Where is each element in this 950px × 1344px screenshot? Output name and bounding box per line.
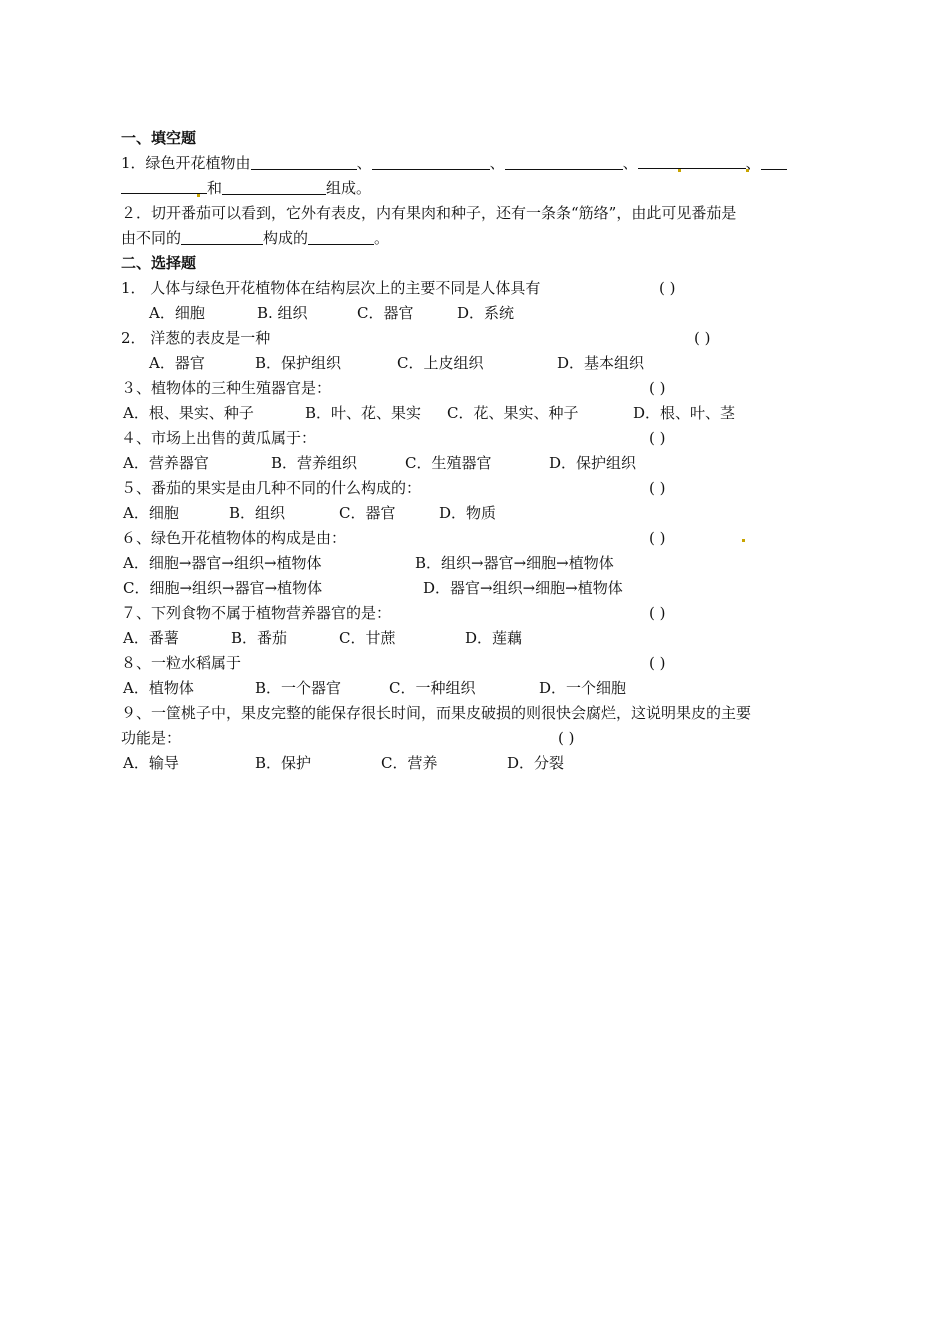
answer-paren[interactable]: ( )	[649, 604, 666, 622]
question-stem: ６、绿色开花植物体的构成是由：	[121, 529, 347, 547]
section2-title: 二、选择题	[121, 254, 197, 272]
fill-q1-line2	[121, 176, 841, 201]
option-d[interactable]: D．系统	[457, 304, 515, 322]
answer-blank[interactable]	[251, 154, 357, 170]
answer-paren[interactable]: ( )	[694, 329, 711, 347]
mc-options-2	[121, 351, 841, 376]
answer-paren[interactable]: ( )	[649, 479, 666, 497]
separator: 、	[745, 154, 761, 172]
separator: 、	[356, 154, 372, 172]
option-b[interactable]: B．番茄	[231, 629, 288, 647]
separator: 、	[622, 154, 638, 172]
option-a[interactable]: A．番薯	[123, 629, 179, 647]
mc-question-6	[121, 526, 841, 551]
option-c[interactable]: C．细胞→组织→器官→植物体	[123, 579, 323, 597]
fill-q1-tail: 组成。	[326, 179, 372, 197]
mc-options-6a	[121, 551, 841, 576]
answer-paren[interactable]: ( )	[649, 654, 666, 672]
option-d[interactable]: D．物质	[439, 504, 497, 522]
answer-blank[interactable]	[761, 154, 787, 170]
mc-options-7	[121, 626, 841, 651]
option-d[interactable]: D．一个细胞	[539, 679, 627, 697]
mc-question-2	[121, 326, 841, 351]
question-stem: ３、植物体的三种生殖器官是：	[121, 379, 332, 397]
mc-options-1	[121, 301, 841, 326]
mc-options-5	[121, 501, 841, 526]
option-a[interactable]: A．细胞→器官→组织→植物体	[123, 554, 322, 572]
question-stem: 2． 洋葱的表皮是一种	[121, 329, 271, 347]
answer-paren[interactable]: ( )	[558, 729, 575, 747]
answer-blank[interactable]	[308, 229, 374, 245]
option-a[interactable]: A．输导	[123, 754, 179, 772]
option-d[interactable]: D．莲藕	[465, 629, 523, 647]
option-a[interactable]: A．器官	[149, 354, 205, 372]
option-c[interactable]: C．一种组织	[389, 679, 476, 697]
fill-q1-line1	[121, 151, 841, 176]
mc-question-3	[121, 376, 841, 401]
option-c[interactable]: C．器官	[339, 504, 396, 522]
fill-q2-line1: ２．切开番茄可以看到，它外有表皮，内有果肉和种子，还有一条条“筋络”，由此可见番茄是	[121, 204, 737, 222]
marker-dot-icon	[678, 169, 681, 172]
option-d[interactable]: D．分裂	[507, 754, 565, 772]
option-a[interactable]: A．细胞	[123, 504, 179, 522]
separator: 、	[489, 154, 505, 172]
option-c[interactable]: C．生殖器官	[405, 454, 492, 472]
answer-paren[interactable]: ( )	[659, 279, 676, 297]
answer-blank[interactable]	[181, 229, 263, 245]
option-d[interactable]: D．根、叶、茎	[633, 404, 736, 422]
answer-blank[interactable]	[372, 154, 490, 170]
question-stem-cont: 功能是：	[121, 729, 182, 747]
answer-blank[interactable]	[222, 179, 326, 195]
option-b[interactable]: B．组织	[229, 504, 286, 522]
question-stem: ４、市场上出售的黄瓜属于：	[121, 429, 317, 447]
worksheet	[121, 126, 841, 776]
option-c[interactable]: C．甘蔗	[339, 629, 396, 647]
mc-options-9	[121, 751, 841, 776]
answer-paren[interactable]: ( )	[649, 379, 666, 397]
question-stem: ８、一粒水稻属于	[121, 654, 242, 672]
option-b[interactable]: B. 组织	[257, 304, 308, 322]
mc-question-1	[121, 276, 841, 301]
option-b[interactable]: B．保护组织	[255, 354, 342, 372]
option-c[interactable]: C．花、果实、种子	[447, 404, 579, 422]
fill-q2-line2	[121, 226, 841, 251]
question-stem: ９、一筐桃子中，果皮完整的能保存很长时间，而果皮破损的则很快会腐烂，这说明果皮的主要	[121, 704, 752, 722]
fill-q1-lead: 绿色开花植物由	[145, 154, 251, 172]
mc-options-6b	[121, 576, 841, 601]
option-a[interactable]: A．细胞	[149, 304, 205, 322]
option-b[interactable]: B．组织→器官→细胞→植物体	[415, 554, 614, 572]
question-stem: 1． 人体与绿色开花植物体在结构层次上的主要不同是人体具有	[121, 279, 541, 297]
fill-q1-number: 1．	[121, 154, 146, 172]
option-b[interactable]: B．营养组织	[271, 454, 358, 472]
option-a[interactable]: A．营养器官	[123, 454, 209, 472]
option-b[interactable]: B．一个器官	[255, 679, 342, 697]
question-stem: ７、下列食物不属于植物营养器官的是：	[121, 604, 392, 622]
mc-question-4	[121, 426, 841, 451]
question-stem: ５、番茄的果实是由几种不同的什么构成的：	[121, 479, 422, 497]
mc-question-9-cont	[121, 726, 841, 751]
mc-question-7	[121, 601, 841, 626]
fill-q2-mid: 构成的	[263, 229, 309, 247]
answer-paren[interactable]: ( )	[649, 529, 666, 547]
mc-options-8	[121, 676, 841, 701]
fill-q2-tail: 。	[374, 229, 390, 247]
mc-question-5	[121, 476, 841, 501]
mc-question-9	[121, 701, 841, 726]
marker-dot-icon	[197, 194, 200, 197]
answer-paren[interactable]: ( )	[649, 429, 666, 447]
option-d[interactable]: D．器官→组织→细胞→植物体	[423, 579, 623, 597]
answer-blank[interactable]	[638, 153, 746, 169]
and-word: 和	[207, 179, 223, 197]
option-c[interactable]: C．器官	[357, 304, 414, 322]
option-a[interactable]: A．根、果实、种子	[123, 404, 254, 422]
marker-dot-icon	[742, 539, 745, 542]
option-a[interactable]: A．植物体	[123, 679, 194, 697]
mc-options-3	[121, 401, 841, 426]
mc-options-4	[121, 451, 841, 476]
option-d[interactable]: D．保护组织	[549, 454, 637, 472]
mc-question-8	[121, 651, 841, 676]
answer-blank[interactable]	[505, 154, 623, 170]
option-c[interactable]: C．营养	[381, 754, 438, 772]
option-b[interactable]: B．叶、花、果实	[305, 404, 422, 422]
section1-title: 一、填空题	[121, 129, 197, 147]
answer-blank[interactable]	[121, 178, 207, 194]
option-d[interactable]: D．基本组织	[557, 354, 645, 372]
fill-q2-lead: 由不同的	[121, 229, 182, 247]
option-c[interactable]: C．上皮组织	[397, 354, 484, 372]
option-b[interactable]: B．保护	[255, 754, 312, 772]
